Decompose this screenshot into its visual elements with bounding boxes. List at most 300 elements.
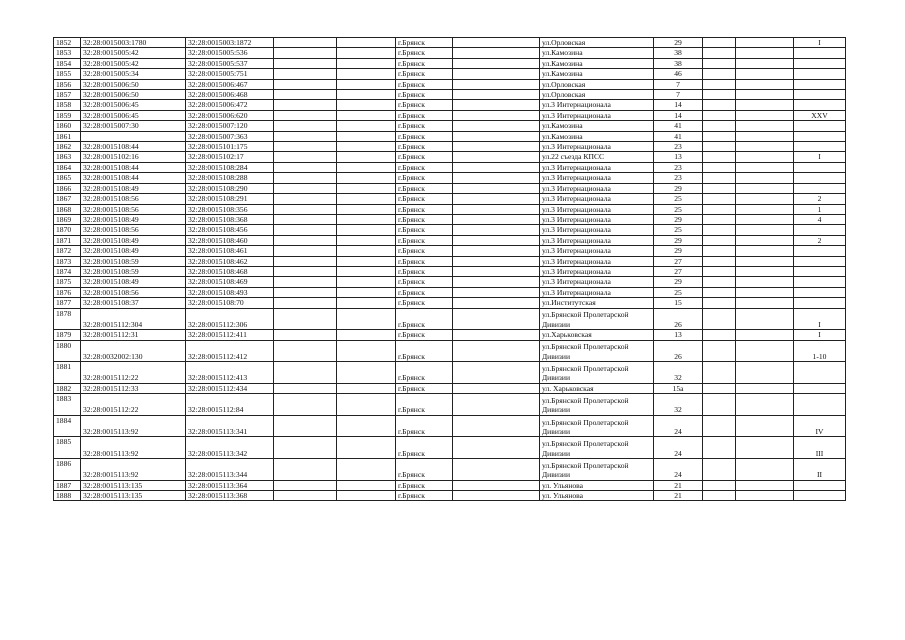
empty-cell: [736, 173, 794, 183]
empty-cell: [736, 246, 794, 256]
empty-cell: [274, 69, 337, 79]
premises-number-cell: [794, 162, 846, 172]
empty-cell: [337, 277, 396, 287]
street-line-1: ул.Брянской Пролетарской: [542, 417, 629, 427]
house-number-cell: 29: [654, 183, 703, 193]
city-cell: г.Брянск: [396, 330, 453, 340]
city-cell: г.Брянск: [396, 287, 453, 297]
empty-cell: [274, 110, 337, 120]
street-cell: ул.Камозина: [540, 48, 654, 58]
street-cell: ул.Орловская: [540, 90, 654, 100]
object-cadastral-cell: 32:28:0015006:472: [186, 100, 274, 110]
empty-cell: [736, 480, 794, 490]
street-cell: ул.3 Интернационала: [540, 204, 654, 214]
city-cell: г.Брянск: [396, 152, 453, 162]
parcel-cadastral-cell: 32:28:0015108:56: [81, 204, 186, 214]
empty-cell: [736, 235, 794, 245]
city-cell: г.Брянск: [396, 256, 453, 266]
row-number-cell: 1857: [54, 90, 81, 100]
premises-number-cell: [794, 246, 846, 256]
street-cell: ул.Орловская: [540, 38, 654, 48]
empty-cell: [337, 394, 396, 416]
street-cell: ул.3 Интернационала: [540, 194, 654, 204]
empty-cell: [453, 330, 540, 340]
empty-cell: [736, 308, 794, 330]
city-cell: г.Брянск: [396, 214, 453, 224]
empty-cell: [453, 246, 540, 256]
row-number-cell: 1865: [54, 173, 81, 183]
street-cell: ул.3 Интернационала: [540, 110, 654, 120]
row-number-cell: 1858: [54, 100, 81, 110]
table-row: [54, 38, 846, 48]
empty-cell: [453, 110, 540, 120]
premises-number-cell: [794, 225, 846, 235]
empty-cell: [453, 437, 540, 459]
premises-number-cell: [794, 277, 846, 287]
empty-cell: [703, 437, 736, 459]
premises-number-cell: [794, 394, 846, 416]
house-number-cell: 7: [654, 90, 703, 100]
empty-cell: [453, 121, 540, 131]
city-cell: г.Брянск: [396, 142, 453, 152]
parcel-cadastral-cell: 32:28:0015006:45: [81, 110, 186, 120]
parcel-cadastral-cell: 32:28:0015007:30: [81, 121, 186, 131]
object-cadastral-cell: 32:28:0015108:291: [186, 194, 274, 204]
empty-cell: [453, 256, 540, 266]
house-number-cell: 25: [654, 204, 703, 214]
parcel-cadastral-cell: 32:28:0015113:135: [81, 490, 186, 500]
premises-number-cell: XXV: [794, 110, 846, 120]
object-cadastral-cell: 32:28:0015108:70: [186, 298, 274, 308]
empty-cell: [337, 90, 396, 100]
row-number-cell: 1875: [54, 277, 81, 287]
empty-cell: [453, 142, 540, 152]
street-cell: ул.3 Интернационала: [540, 142, 654, 152]
premises-number-cell: [794, 480, 846, 490]
empty-cell: [337, 340, 396, 362]
empty-cell: [274, 277, 337, 287]
premises-number-cell: II: [794, 458, 846, 480]
empty-cell: [453, 48, 540, 58]
empty-cell: [703, 256, 736, 266]
street-line-2: Дивизии: [542, 405, 571, 415]
house-number-cell: 29: [654, 214, 703, 224]
empty-cell: [736, 152, 794, 162]
parcel-cadastral-cell: [81, 131, 186, 141]
empty-cell: [337, 183, 396, 193]
table-row: [54, 204, 846, 214]
street-cell: ул.Камозина: [540, 69, 654, 79]
city-cell: г.Брянск: [396, 415, 453, 437]
empty-cell: [703, 415, 736, 437]
row-number-cell: 1864: [54, 162, 81, 172]
empty-cell: [703, 266, 736, 276]
empty-cell: [736, 79, 794, 89]
empty-cell: [703, 362, 736, 384]
street-line-1: ул.Брянской Пролетарской: [542, 460, 629, 470]
object-cadastral-cell: 32:28:0015112:434: [186, 383, 274, 393]
empty-cell: [703, 394, 736, 416]
parcel-cadastral-cell: 32:28:0015112:33: [81, 383, 186, 393]
row-number-cell: 1854: [54, 58, 81, 68]
object-cadastral-cell: 32:28:0015113:368: [186, 490, 274, 500]
table-row: [54, 131, 846, 141]
house-number-cell: 27: [654, 256, 703, 266]
empty-cell: [274, 308, 337, 330]
street-line-2: Дивизии: [542, 470, 571, 480]
street-cell: ул.Орловская: [540, 79, 654, 89]
empty-cell: [274, 256, 337, 266]
table-row: [54, 235, 846, 245]
empty-cell: [453, 204, 540, 214]
street-cell: [540, 308, 654, 330]
empty-cell: [736, 330, 794, 340]
street-cell: ул. Ульянова: [540, 490, 654, 500]
empty-cell: [736, 204, 794, 214]
table-row: [54, 298, 846, 308]
empty-cell: [274, 204, 337, 214]
empty-cell: [703, 162, 736, 172]
empty-cell: [703, 277, 736, 287]
empty-cell: [274, 183, 337, 193]
house-number-cell: 27: [654, 266, 703, 276]
row-number-cell: 1861: [54, 131, 81, 141]
row-number-cell: 1882: [54, 383, 81, 393]
table-row: [54, 152, 846, 162]
empty-cell: [274, 266, 337, 276]
table-row: [54, 90, 846, 100]
city-cell: г.Брянск: [396, 225, 453, 235]
empty-cell: [453, 480, 540, 490]
parcel-cadastral-cell: 32:28:0015112:22: [81, 394, 186, 416]
city-cell: г.Брянск: [396, 235, 453, 245]
table-row: [54, 266, 846, 276]
object-cadastral-cell: 32:28:0015007:363: [186, 131, 274, 141]
city-cell: г.Брянск: [396, 340, 453, 362]
premises-number-cell: 2: [794, 235, 846, 245]
row-number-cell: 1862: [54, 142, 81, 152]
empty-cell: [453, 298, 540, 308]
house-number-cell: 23: [654, 142, 703, 152]
empty-cell: [453, 58, 540, 68]
object-cadastral-cell: 32:28:0015005:751: [186, 69, 274, 79]
parcel-cadastral-cell: 32:28:0015108:56: [81, 287, 186, 297]
empty-cell: [453, 162, 540, 172]
house-number-cell: 29: [654, 246, 703, 256]
street-line-1: ул.Брянской Пролетарской: [542, 439, 629, 449]
city-cell: г.Брянск: [396, 383, 453, 393]
empty-cell: [274, 437, 337, 459]
empty-cell: [274, 90, 337, 100]
empty-cell: [453, 266, 540, 276]
parcel-cadastral-cell: 32:28:0015006:45: [81, 100, 186, 110]
street-cell: ул.3 Интернационала: [540, 256, 654, 266]
object-cadastral-cell: 32:28:0015113:342: [186, 437, 274, 459]
object-cadastral-cell: 32:28:0015007:120: [186, 121, 274, 131]
premises-number-cell: [794, 298, 846, 308]
premises-number-cell: [794, 131, 846, 141]
row-number-cell: 1866: [54, 183, 81, 193]
street-cell: ул.3 Интернационала: [540, 266, 654, 276]
street-cell: ул.3 Интернационала: [540, 162, 654, 172]
table-row: [54, 162, 846, 172]
row-number-cell: 1871: [54, 235, 81, 245]
empty-cell: [274, 79, 337, 89]
street-cell: ул.Камозина: [540, 58, 654, 68]
premises-number-cell: I: [794, 152, 846, 162]
empty-cell: [703, 480, 736, 490]
house-number-cell: 29: [654, 235, 703, 245]
object-cadastral-cell: 32:28:0015108:493: [186, 287, 274, 297]
parcel-cadastral-cell: 32:28:0015108:49: [81, 277, 186, 287]
row-number-cell: 1870: [54, 225, 81, 235]
city-cell: г.Брянск: [396, 58, 453, 68]
house-number-cell: 13: [654, 330, 703, 340]
house-number-cell: 38: [654, 48, 703, 58]
premises-number-cell: I: [794, 308, 846, 330]
empty-cell: [453, 308, 540, 330]
table-row: [54, 340, 846, 362]
empty-cell: [453, 194, 540, 204]
object-cadastral-cell: 32:28:0015005:536: [186, 48, 274, 58]
house-number-cell: 24: [654, 458, 703, 480]
premises-number-cell: [794, 58, 846, 68]
table-row: [54, 69, 846, 79]
empty-cell: [736, 340, 794, 362]
row-number-cell: 1855: [54, 69, 81, 79]
row-number-cell: 1884: [54, 415, 81, 437]
city-cell: г.Брянск: [396, 480, 453, 490]
empty-cell: [703, 235, 736, 245]
table-row: [54, 173, 846, 183]
empty-cell: [703, 79, 736, 89]
row-number-cell: 1860: [54, 121, 81, 131]
city-cell: г.Брянск: [396, 173, 453, 183]
object-cadastral-cell: 32:28:0015006:467: [186, 79, 274, 89]
empty-cell: [337, 110, 396, 120]
empty-cell: [337, 287, 396, 297]
premises-number-cell: [794, 48, 846, 58]
empty-cell: [274, 162, 337, 172]
empty-cell: [703, 287, 736, 297]
parcel-cadastral-cell: 32:28:0015108:56: [81, 194, 186, 204]
empty-cell: [453, 183, 540, 193]
object-cadastral-cell: 32:28:0015108:461: [186, 246, 274, 256]
house-number-cell: 29: [654, 277, 703, 287]
empty-cell: [736, 183, 794, 193]
empty-cell: [274, 131, 337, 141]
empty-cell: [337, 458, 396, 480]
premises-number-cell: [794, 69, 846, 79]
table-row: [54, 458, 846, 480]
empty-cell: [736, 362, 794, 384]
empty-cell: [337, 415, 396, 437]
parcel-cadastral-cell: 32:28:0015113:92: [81, 415, 186, 437]
city-cell: г.Брянск: [396, 131, 453, 141]
house-number-cell: 32: [654, 394, 703, 416]
street-cell: [540, 458, 654, 480]
street-cell: ул.Харьковская: [540, 330, 654, 340]
city-cell: г.Брянск: [396, 90, 453, 100]
table-row: [54, 225, 846, 235]
row-number-cell: 1880: [54, 340, 81, 362]
parcel-cadastral-cell: 32:28:0015112:31: [81, 330, 186, 340]
empty-cell: [453, 100, 540, 110]
street-line-1: ул.Брянской Пролетарской: [542, 310, 629, 320]
empty-cell: [453, 173, 540, 183]
empty-cell: [703, 383, 736, 393]
row-number-cell: 1859: [54, 110, 81, 120]
parcel-cadastral-cell: 32:28:0015108:37: [81, 298, 186, 308]
table-row: [54, 100, 846, 110]
city-cell: г.Брянск: [396, 69, 453, 79]
table-row: [54, 277, 846, 287]
parcel-cadastral-cell: 32:28:0015112:22: [81, 362, 186, 384]
object-cadastral-cell: 32:28:0015113:364: [186, 480, 274, 490]
empty-cell: [703, 194, 736, 204]
empty-cell: [703, 48, 736, 58]
object-cadastral-cell: 32:28:0015108:462: [186, 256, 274, 266]
parcel-cadastral-cell: 32:28:0015108:49: [81, 183, 186, 193]
street-cell: ул.3 Интернационала: [540, 225, 654, 235]
empty-cell: [274, 152, 337, 162]
empty-cell: [736, 214, 794, 224]
empty-cell: [703, 298, 736, 308]
house-number-cell: 14: [654, 110, 703, 120]
object-cadastral-cell: 32:28:0015108:456: [186, 225, 274, 235]
empty-cell: [703, 490, 736, 500]
object-cadastral-cell: 32:28:0015108:288: [186, 173, 274, 183]
empty-cell: [337, 480, 396, 490]
parcel-cadastral-cell: 32:28:0015108:59: [81, 256, 186, 266]
object-cadastral-cell: 32:28:0015101:175: [186, 142, 274, 152]
table-row: [54, 183, 846, 193]
empty-cell: [337, 48, 396, 58]
empty-cell: [337, 308, 396, 330]
city-cell: г.Брянск: [396, 362, 453, 384]
street-cell: [540, 437, 654, 459]
empty-cell: [453, 362, 540, 384]
empty-cell: [274, 235, 337, 245]
row-number-cell: 1863: [54, 152, 81, 162]
parcel-cadastral-cell: 32:28:0015108:49: [81, 235, 186, 245]
empty-cell: [736, 225, 794, 235]
empty-cell: [736, 69, 794, 79]
empty-cell: [453, 38, 540, 48]
row-number-cell: 1856: [54, 79, 81, 89]
table-row: [54, 394, 846, 416]
empty-cell: [453, 340, 540, 362]
house-number-cell: 7: [654, 79, 703, 89]
empty-cell: [453, 458, 540, 480]
table-row: [54, 437, 846, 459]
empty-cell: [274, 298, 337, 308]
street-cell: ул.3 Интернационала: [540, 277, 654, 287]
row-number-cell: 1876: [54, 287, 81, 297]
row-number-cell: 1888: [54, 490, 81, 500]
object-cadastral-cell: 32:28:0015108:356: [186, 204, 274, 214]
row-number-cell: 1872: [54, 246, 81, 256]
empty-cell: [337, 58, 396, 68]
row-number-cell: 1878: [54, 308, 81, 330]
city-cell: г.Брянск: [396, 458, 453, 480]
row-number-cell: 1874: [54, 266, 81, 276]
empty-cell: [736, 131, 794, 141]
empty-cell: [337, 256, 396, 266]
empty-cell: [337, 362, 396, 384]
city-cell: г.Брянск: [396, 48, 453, 58]
table-row: [54, 246, 846, 256]
empty-cell: [274, 246, 337, 256]
empty-cell: [337, 214, 396, 224]
table-row: [54, 287, 846, 297]
row-number-cell: 1879: [54, 330, 81, 340]
empty-cell: [453, 235, 540, 245]
empty-cell: [337, 79, 396, 89]
object-cadastral-cell: 32:28:0015112:84: [186, 394, 274, 416]
empty-cell: [736, 298, 794, 308]
street-line-2: Дивизии: [542, 373, 571, 383]
city-cell: г.Брянск: [396, 38, 453, 48]
empty-cell: [736, 277, 794, 287]
house-number-cell: 24: [654, 415, 703, 437]
table-row: [54, 214, 846, 224]
street-cell: ул.Камозина: [540, 121, 654, 131]
row-number-cell: 1885: [54, 437, 81, 459]
object-cadastral-cell: 32:28:0015112:413: [186, 362, 274, 384]
table-row: [54, 383, 846, 393]
row-number-cell: 1887: [54, 480, 81, 490]
house-number-cell: 32: [654, 362, 703, 384]
city-cell: г.Брянск: [396, 79, 453, 89]
empty-cell: [736, 256, 794, 266]
empty-cell: [274, 330, 337, 340]
empty-cell: [703, 308, 736, 330]
empty-cell: [703, 214, 736, 224]
premises-number-cell: [794, 100, 846, 110]
empty-cell: [736, 48, 794, 58]
city-cell: г.Брянск: [396, 110, 453, 120]
street-cell: ул.Институтская: [540, 298, 654, 308]
street-cell: ул.3 Интернационала: [540, 100, 654, 110]
street-line-2: Дивизии: [542, 426, 571, 436]
empty-cell: [337, 225, 396, 235]
city-cell: г.Брянск: [396, 266, 453, 276]
empty-cell: [703, 246, 736, 256]
house-number-cell: 21: [654, 490, 703, 500]
empty-cell: [274, 340, 337, 362]
street-cell: ул.3 Интернационала: [540, 246, 654, 256]
street-cell: ул.3 Интернационала: [540, 173, 654, 183]
empty-cell: [337, 131, 396, 141]
empty-cell: [274, 458, 337, 480]
premises-number-cell: IV: [794, 415, 846, 437]
object-cadastral-cell: 32:28:0015112:411: [186, 330, 274, 340]
premises-number-cell: [794, 287, 846, 297]
city-cell: г.Брянск: [396, 308, 453, 330]
row-number-cell: 1869: [54, 214, 81, 224]
empty-cell: [736, 287, 794, 297]
premises-number-cell: 1: [794, 204, 846, 214]
parcel-cadastral-cell: 32:28:0015006:50: [81, 79, 186, 89]
premises-number-cell: [794, 490, 846, 500]
empty-cell: [703, 204, 736, 214]
empty-cell: [274, 394, 337, 416]
street-line-1: ул.Брянской Пролетарской: [542, 342, 629, 352]
house-number-cell: 25: [654, 194, 703, 204]
empty-cell: [453, 383, 540, 393]
empty-cell: [337, 38, 396, 48]
